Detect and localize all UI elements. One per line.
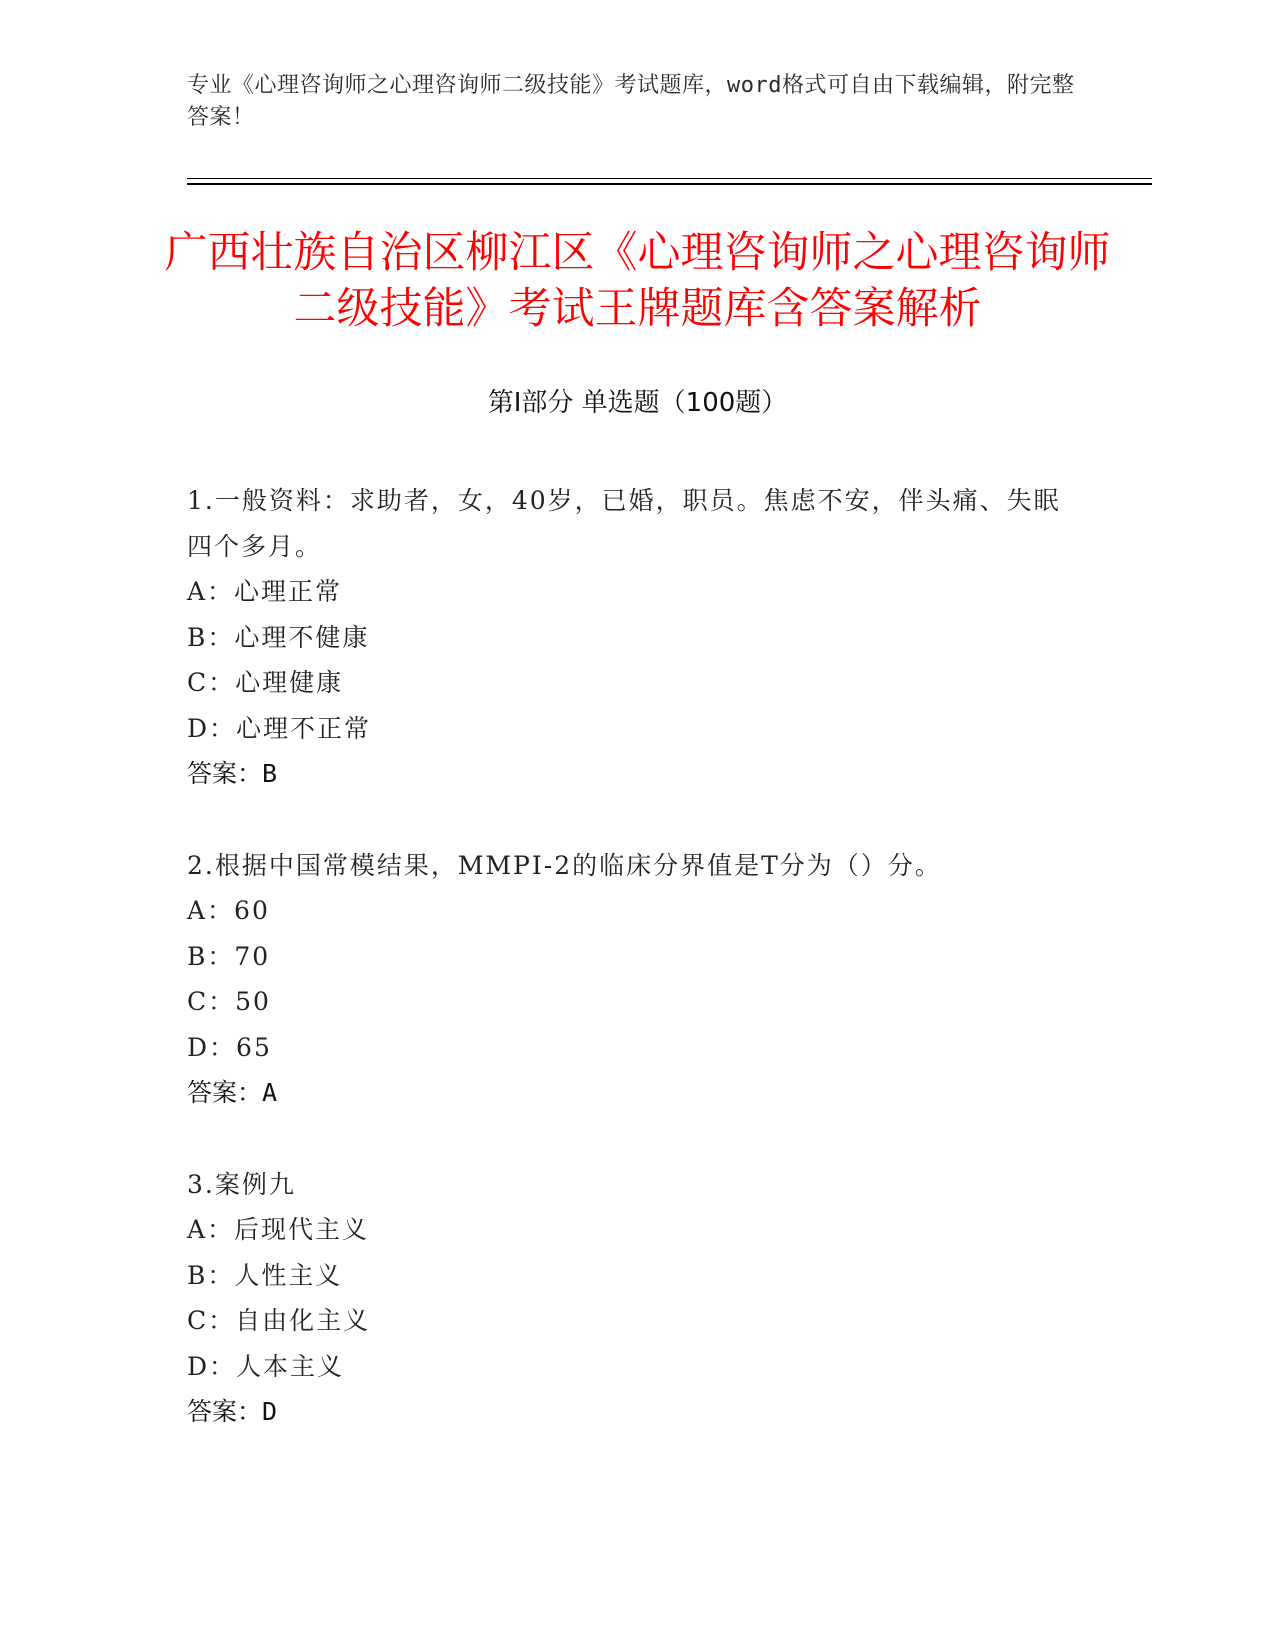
question-stem: 3.案例九 — [187, 1169, 296, 1199]
header-divider-thick — [187, 183, 1152, 185]
option-b: B：70 — [187, 941, 271, 971]
question-stem: 2.根据中国常模结果，MMPI-2的临床分界值是T分为（）分。 — [187, 850, 942, 880]
option-b: B：心理不健康 — [187, 622, 370, 652]
answer-line — [187, 751, 1067, 797]
option-d: D：人本主义 — [187, 1351, 345, 1381]
option-a: A：心理正常 — [187, 577, 343, 606]
option-b: B：人性主义 — [187, 1260, 343, 1290]
document-title: 广西壮族自治区柳江区《心理咨询师之心理咨询师二级技能》考试王牌题库含答案解析 — [164, 228, 1111, 334]
option-d: D：心理不正常 — [187, 713, 372, 743]
section-heading: 第Ⅰ部分 单选题（100题） — [487, 388, 788, 418]
answer-value: B — [262, 759, 278, 788]
option-c: C：50 — [187, 987, 271, 1016]
header-divider-thin — [187, 178, 1152, 179]
option-a: A：后现代主义 — [187, 1215, 370, 1244]
answer-line — [187, 1070, 1067, 1116]
question-3 — [187, 1162, 1067, 1435]
question-stem: 1.一般资料：求助者，女，40岁，已婚，职员。焦虑不安，伴头痛、失眠四个多月。 — [187, 486, 1061, 561]
answer-line — [187, 1389, 1067, 1435]
header-note: 专业《心理咨询师之心理咨询师二级技能》考试题库，word格式可自由下载编辑，附完整答案！ — [187, 73, 1075, 130]
answer-value: D — [262, 1397, 278, 1426]
question-2 — [187, 843, 1067, 1116]
answer-value: A — [262, 1078, 278, 1107]
option-c: C：心理健康 — [187, 668, 344, 697]
question-list — [187, 478, 1067, 1481]
answer-label: 答案： — [187, 759, 263, 788]
option-d: D：65 — [187, 1032, 272, 1062]
option-a: A：60 — [187, 896, 270, 925]
answer-label: 答案： — [187, 1397, 263, 1426]
option-c: C：自由化主义 — [187, 1306, 371, 1335]
answer-label: 答案： — [187, 1078, 263, 1107]
question-1 — [187, 478, 1067, 797]
